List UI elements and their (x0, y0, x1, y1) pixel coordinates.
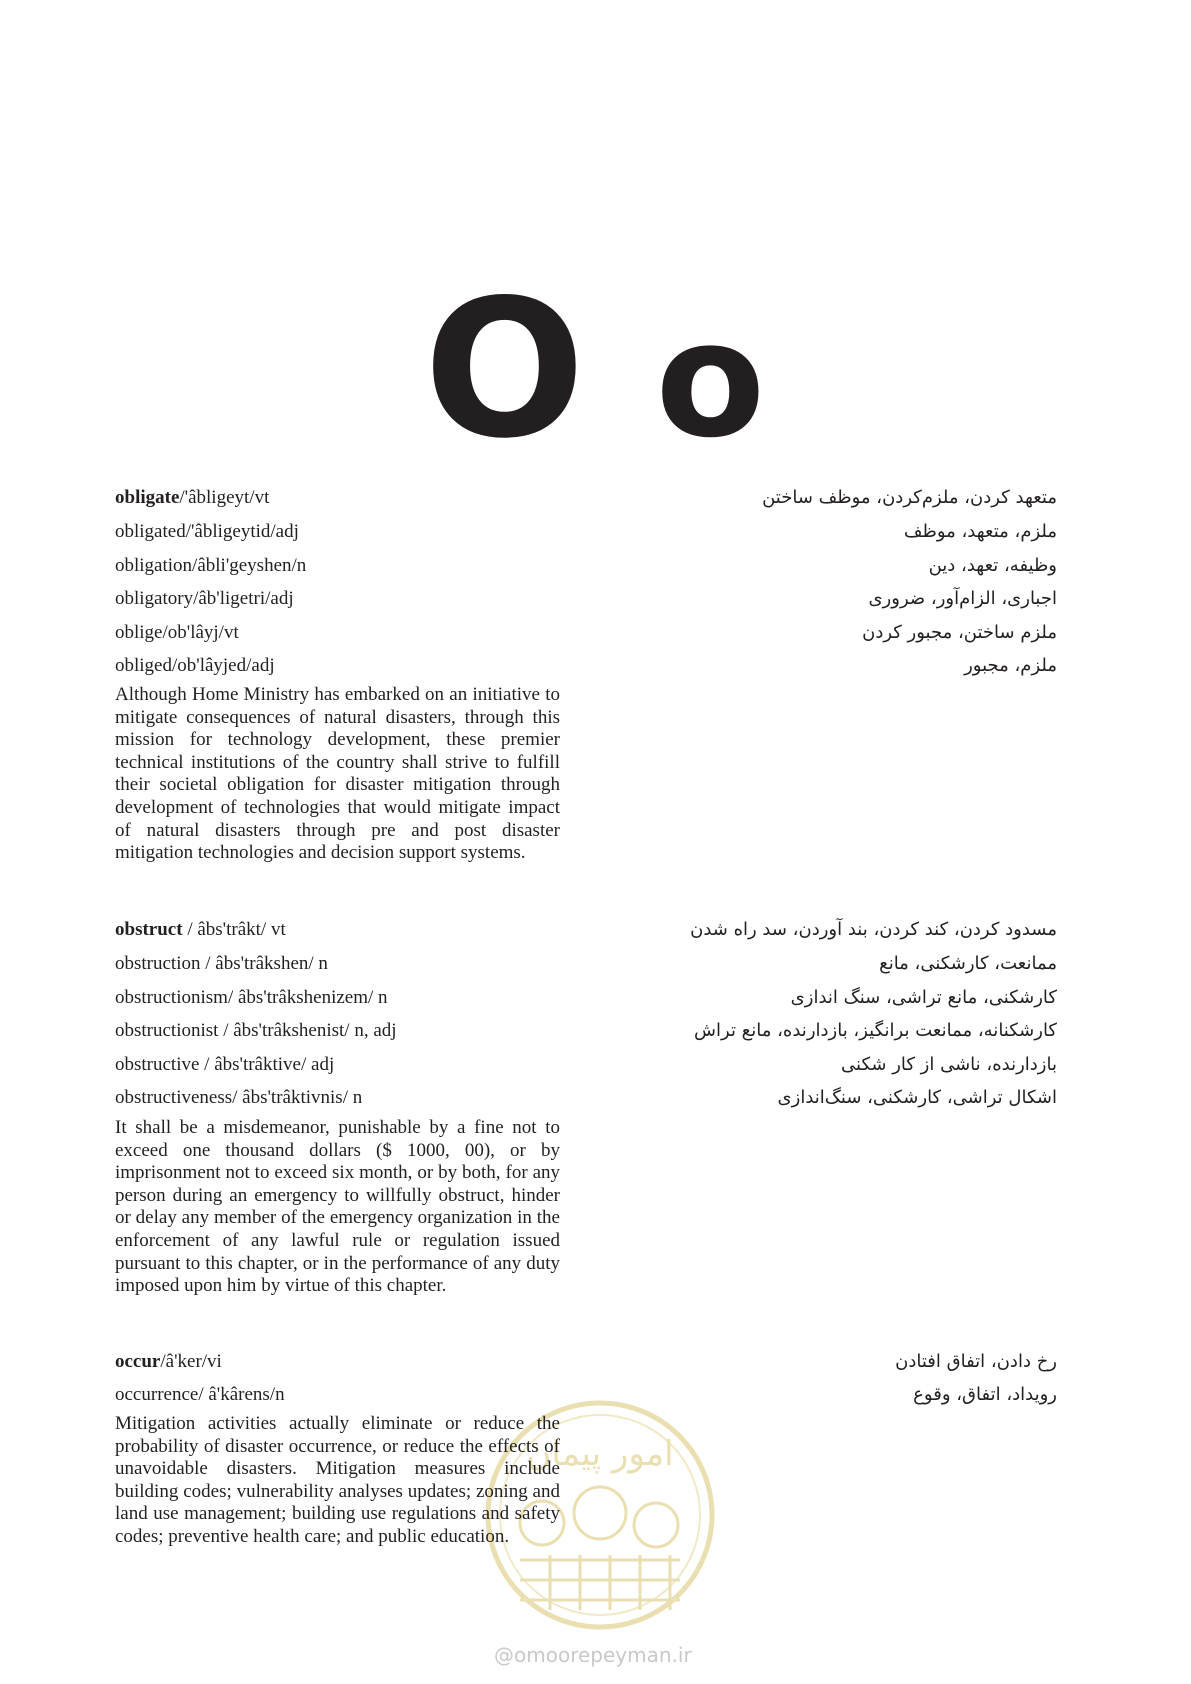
letter-lowercase: o (655, 286, 768, 473)
section-letter-heading (0, 259, 1191, 480)
entry-row (115, 1351, 1057, 1383)
example-paragraph: It shall be a misdemeanor, punishable by a fine not to exceed one thousand dollars ($ 1000, 00), or by imprisonment not to exceed six month, or by both, for any person during an emergency to willfully obstruct, hinder or delay any member of the emergency organization in the enforcement of any lawful rule or regulation issued pursuant to this chapter, or in the performance of any duty imposed upon him by virtue of this chapter. (115, 1117, 560, 1297)
entry-term: oblige/ob'lâyj/vt (115, 622, 239, 643)
entry-translation: کارشکنی، مانع تراشی، سنگ اندازی (790, 987, 1057, 1008)
entry-translation: ممانعت، کارشکنی، مانع (879, 953, 1057, 974)
entry-headword: occur (115, 1351, 161, 1372)
entry-term: obliged/ob'lâyjed/adj (115, 655, 275, 676)
entry-term: obstructive / âbs'trâktive/ adj (115, 1054, 335, 1075)
entry-term: obstructiveness/ âbs'trâktivnis/ n (115, 1087, 363, 1108)
entry-pronunciation: /'âbligeyt/vt (179, 487, 270, 508)
entry-term: obstructionist / âbs'trâkshenist/ n, adj (115, 1020, 397, 1041)
entry-term (115, 487, 269, 509)
entry-row (115, 622, 1057, 654)
example-paragraph: Mitigation activities actually eliminate or reduce the probability of disaster occurrence, or reduce the effects of unavoidable disasters. Mitigation measures include building codes; vulnerability analyses updates; zoning and land use management; building use regulations and safety codes; preventive health care; and public education. (115, 1413, 560, 1547)
entry-term (115, 919, 286, 941)
entry-term: obstruction / âbs'trâkshen/ n (115, 953, 328, 974)
entry-translation: مسدود کردن، کند کردن، بند آوردن، سد راه شدن (690, 919, 1057, 940)
entry-term: obligatory/âb'ligetri/adj (115, 588, 294, 609)
entry-translation: رویداد، اتفاق، وقوع (913, 1384, 1057, 1405)
entry-term: occurrence/ â'kârens/n (115, 1384, 285, 1405)
entry-term: obligation/âbli'geyshen/n (115, 555, 307, 576)
entry-row (115, 1054, 1057, 1086)
example-paragraph: Although Home Ministry has embarked on an initiative to mitigate consequences of natural disasters, through this mission for technology development, these premier technical institutions of the country shall strive to fulfill their societal obligation for disaster mitigation through development of technologies that would mitigate impact of natural disasters through pre and post disaster mitigation technologies and decision support systems. (115, 684, 560, 864)
entry-row (115, 655, 1057, 687)
entry-translation: متعهد کردن، ملزم‌کردن، موظف ساختن (762, 487, 1057, 508)
entry-pronunciation: /â'ker/vi (160, 1351, 222, 1372)
entry-translation: کارشکنانه، ممانعت برانگیز، بازدارنده، مانع تراش (694, 1020, 1057, 1041)
entry-row (115, 987, 1057, 1019)
entry-translation: رخ دادن، اتفاق افتادن (895, 1351, 1057, 1372)
entry-term (115, 1351, 222, 1373)
entry-translation: وظیفه، تعهد، دین (928, 555, 1057, 576)
entry-headword: obstruct (115, 919, 183, 940)
entry-row (115, 555, 1057, 587)
entry-row (115, 1087, 1057, 1119)
watermark-logo-text: امور پیمان (526, 1434, 674, 1474)
entry-translation: اشکال تراشی، کارشکنی، سنگ‌اندازی (777, 1087, 1057, 1108)
entry-translation: اجباری، الزام‌آور، ضروری (868, 588, 1057, 609)
entry-translation: ملزم، مجبور (964, 655, 1057, 676)
entry-headword: obligate (115, 487, 180, 508)
entry-translation: ملزم، متعهد، موظف (903, 521, 1057, 542)
entry-row (115, 1020, 1057, 1052)
entry-term: obstructionism/ âbs'trâkshenizem/ n (115, 987, 388, 1008)
watermark-url: @omoorepeyman.ir (494, 1643, 692, 1667)
entry-row (115, 487, 1057, 519)
entry-pronunciation: / âbs'trâkt/ vt (182, 919, 286, 940)
letter-uppercase: O (423, 259, 588, 480)
entry-translation: ملزم ساختن، مجبور کردن (862, 622, 1057, 643)
entry-row (115, 953, 1057, 985)
entry-row (115, 521, 1057, 553)
entry-row (115, 1384, 1057, 1416)
entry-translation: بازدارنده، ناشی از کار شکنی (841, 1054, 1057, 1075)
entry-row (115, 919, 1057, 951)
entry-term: obligated/'âbligeytid/adj (115, 521, 299, 542)
entry-row (115, 588, 1057, 620)
